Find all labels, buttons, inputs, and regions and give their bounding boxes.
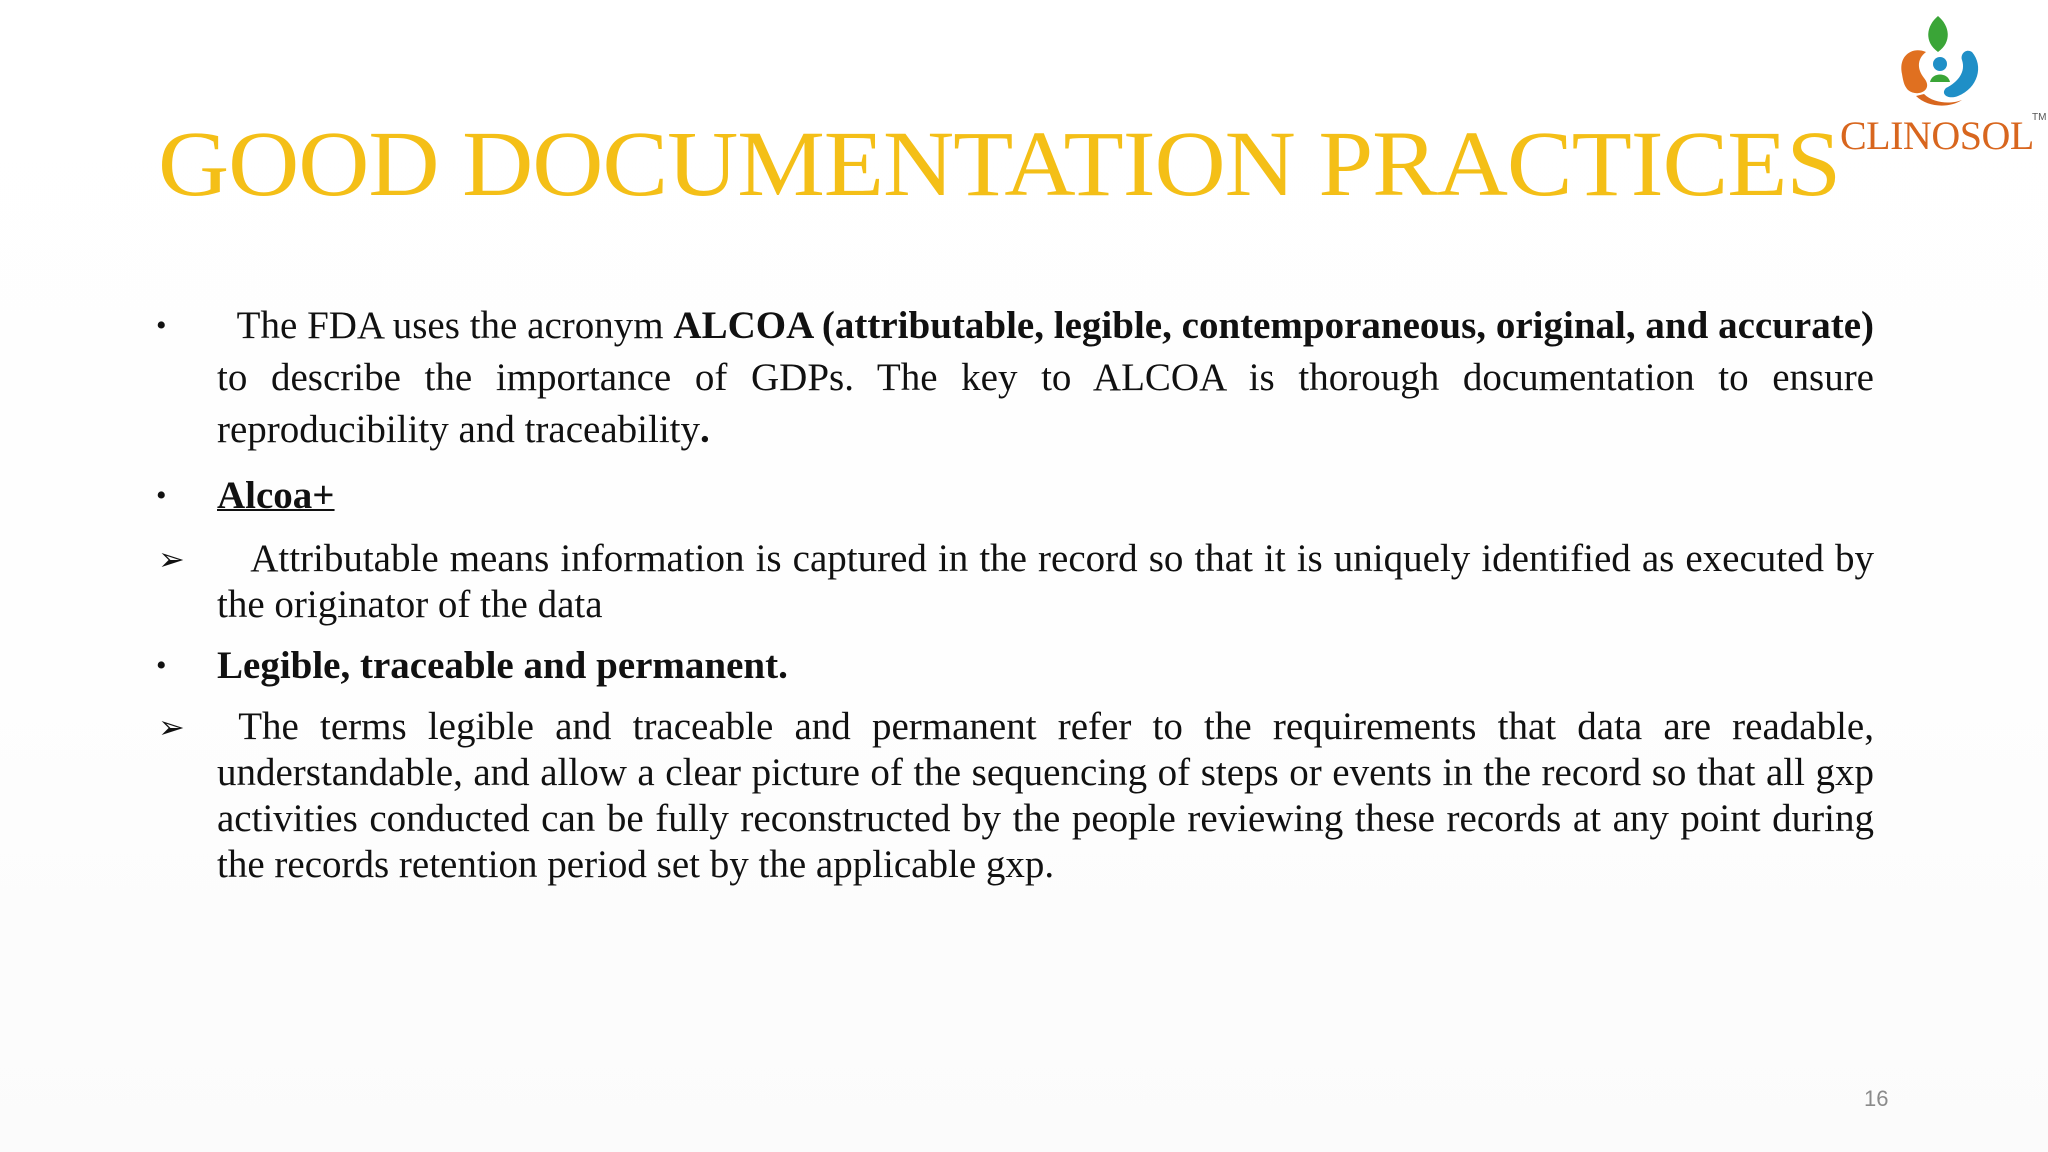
- bullet-marker: •: [156, 479, 167, 512]
- list-item: [148, 300, 1874, 456]
- bullet-marker: •: [156, 649, 167, 682]
- bullet-text: The FDA uses the acronym ALCOA (attributable, legible, contemporaneous, original, and accurate) to describe the importance of GDPs. The key to ALCOA is thorough documentation to ensure reproducibility and traceability.: [217, 304, 1874, 451]
- slide-title: GOOD DOCUMENTATION PRACTICES: [158, 113, 1841, 216]
- legible-heading: Legible, traceable and permanent.: [217, 644, 788, 687]
- slide-body: [148, 300, 1874, 888]
- list-item: [148, 536, 1874, 628]
- clinosol-logo: [1836, 12, 2047, 158]
- logo-trademark: TM: [2032, 112, 2047, 123]
- list-item: [148, 640, 1874, 692]
- arrow-bullet-icon: ➢: [158, 541, 185, 577]
- bullet-text: Attributable means information is captured in the record so that it is uniquely identified as executed by the originator of the data: [217, 537, 1875, 626]
- page-number: 16: [1864, 1086, 1889, 1111]
- clinosol-hands-logo-icon: [1888, 12, 1988, 112]
- list-item: [148, 470, 1874, 522]
- logo-wordmark: CLINOSOL: [1840, 113, 2034, 158]
- arrow-bullet-icon: ➢: [158, 709, 185, 745]
- list-item: [148, 704, 1874, 888]
- alcoa-plus-heading: Alcoa+: [217, 474, 335, 517]
- alcoa-definition: ALCOA (attributable, legible, contemporaneous, original, and accurate): [673, 304, 1874, 347]
- bullet-marker: •: [156, 309, 167, 342]
- bullet-text: The terms legible and traceable and permanent refer to the requirements that data are readable, understandable, and allow a clear picture of the sequencing of steps or events in the record so that all gxp activities conducted can be fully reconstructed by the people reviewing these records at any point during the records retention period set by the applicable gxp.: [217, 705, 1874, 886]
